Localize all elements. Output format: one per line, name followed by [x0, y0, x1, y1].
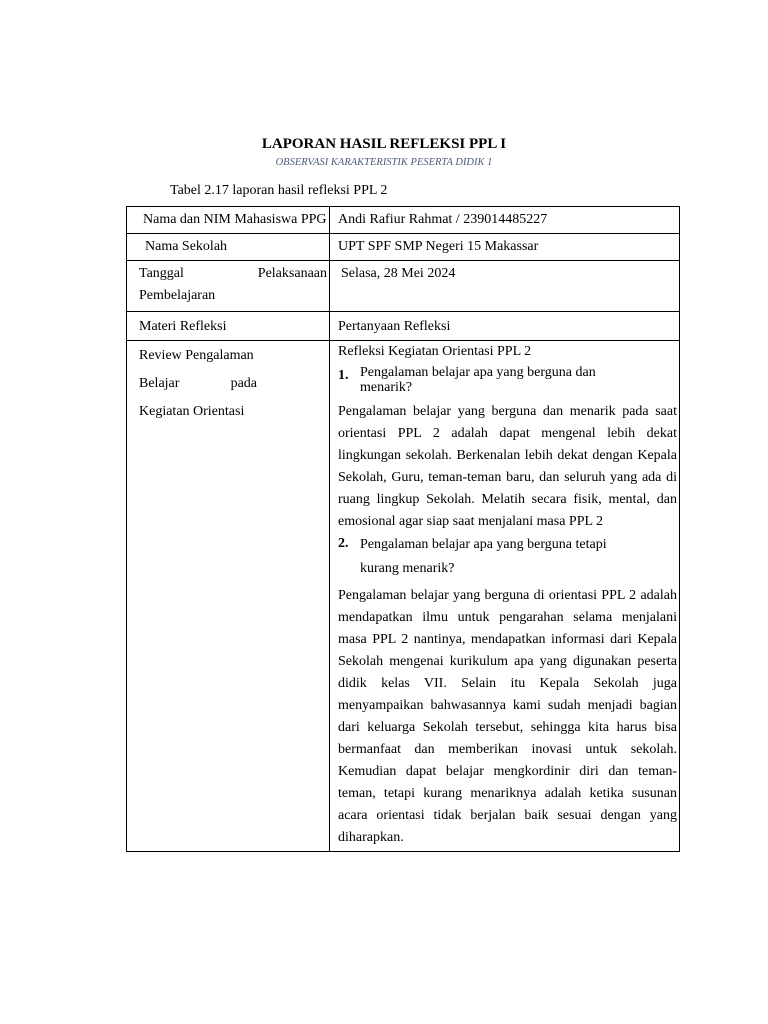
table-row [127, 261, 680, 312]
school-label: Nama Sekolah [127, 234, 330, 261]
reflection-heading: Refleksi Kegiatan Orientasi PPL 2 [338, 344, 532, 359]
review-label-word: Belajar [139, 376, 180, 391]
date-label-part: Tanggal [139, 266, 184, 281]
question-number: 2. [338, 536, 349, 551]
question-text: Pengalaman belajar apa yang berguna dan menarik? [360, 365, 596, 395]
label-cell [127, 341, 330, 852]
review-label-line: Kegiatan Orientasi [139, 404, 245, 419]
table-row [127, 341, 680, 852]
table-caption: Tabel 2.17 laporan hasil refleksi PPL 2 [170, 183, 388, 198]
table-row [127, 207, 680, 234]
question-item [338, 365, 677, 395]
student-name-label: Nama dan NIM Mahasiswa PPG [143, 212, 327, 227]
label-cell [127, 261, 330, 312]
question-item [338, 533, 677, 581]
date-value: Selasa, 28 Mei 2024 [330, 261, 680, 312]
question-text: Pengalaman belajar apa yang berguna tetapi kurang menarik? [360, 537, 607, 576]
review-label-line [139, 373, 327, 395]
value-cell: Andi Rafiur Rahmat / 239014485227 [330, 207, 680, 234]
document-title: LAPORAN HASIL REFLEKSI PPL I [261, 136, 507, 152]
school-value: UPT SPF SMP Negeri 15 Makassar [330, 234, 680, 261]
answer-paragraph: Pengalaman belajar yang berguna di orientasi PPL 2 adalah mendapatkan ilmu untuk pengarahan selama menjalani masa PPL 2 nantinya, mendapatkan informasi dari Kepala Sekolah mengenai kurikulum apa yang digunakan peserta didik kelas VII. Selain itu Kepala Sekolah juga menyampaikan bahwasannya kami sudah menjadi bagian dari keluarga Sekolah tersebut, sehingga kita harus bisa bermanfaat dan memberikan inovasi untuk sekolah. Kemudian dapat belajar mengkordinir diri dan teman-teman, tetapi kurang menariknya adalah ketika susunan acara orientasi tidak berjalan baik sesuai dengan yang diharapkan. [338, 588, 677, 845]
table-row [127, 312, 680, 341]
reflection-table [126, 206, 680, 852]
review-label-word: pada [230, 376, 257, 391]
table-row [127, 234, 680, 261]
question-number: 1. [338, 368, 349, 383]
date-label-part: Pembelajaran [139, 288, 216, 303]
label-cell [127, 207, 330, 234]
review-label-line: Review Pengalaman [139, 348, 254, 363]
material-label: Materi Refleksi [127, 312, 330, 341]
answer-paragraph: Pengalaman belajar yang berguna dan menarik pada saat orientasi PPL 2 adalah dapat mengenal lebih dekat lingkungan sekolah. Berkenalan lebih dekat dengan Kepala Sekolah, Guru, teman-teman baru, dan seluruh yang ada di ruang lingkup Sekolah. Melatih secara fisik, mental, dan emosional agar siap saat menjalani masa PPL 2 [338, 404, 677, 529]
document-subtitle: OBSERVASI KARAKTERISTIK PESERTA DIDIK 1 [275, 157, 493, 168]
material-value: Pertanyaan Refleksi [330, 312, 680, 341]
date-label-part: Pelaksanaan [257, 266, 327, 281]
reflection-content-cell [330, 341, 680, 852]
